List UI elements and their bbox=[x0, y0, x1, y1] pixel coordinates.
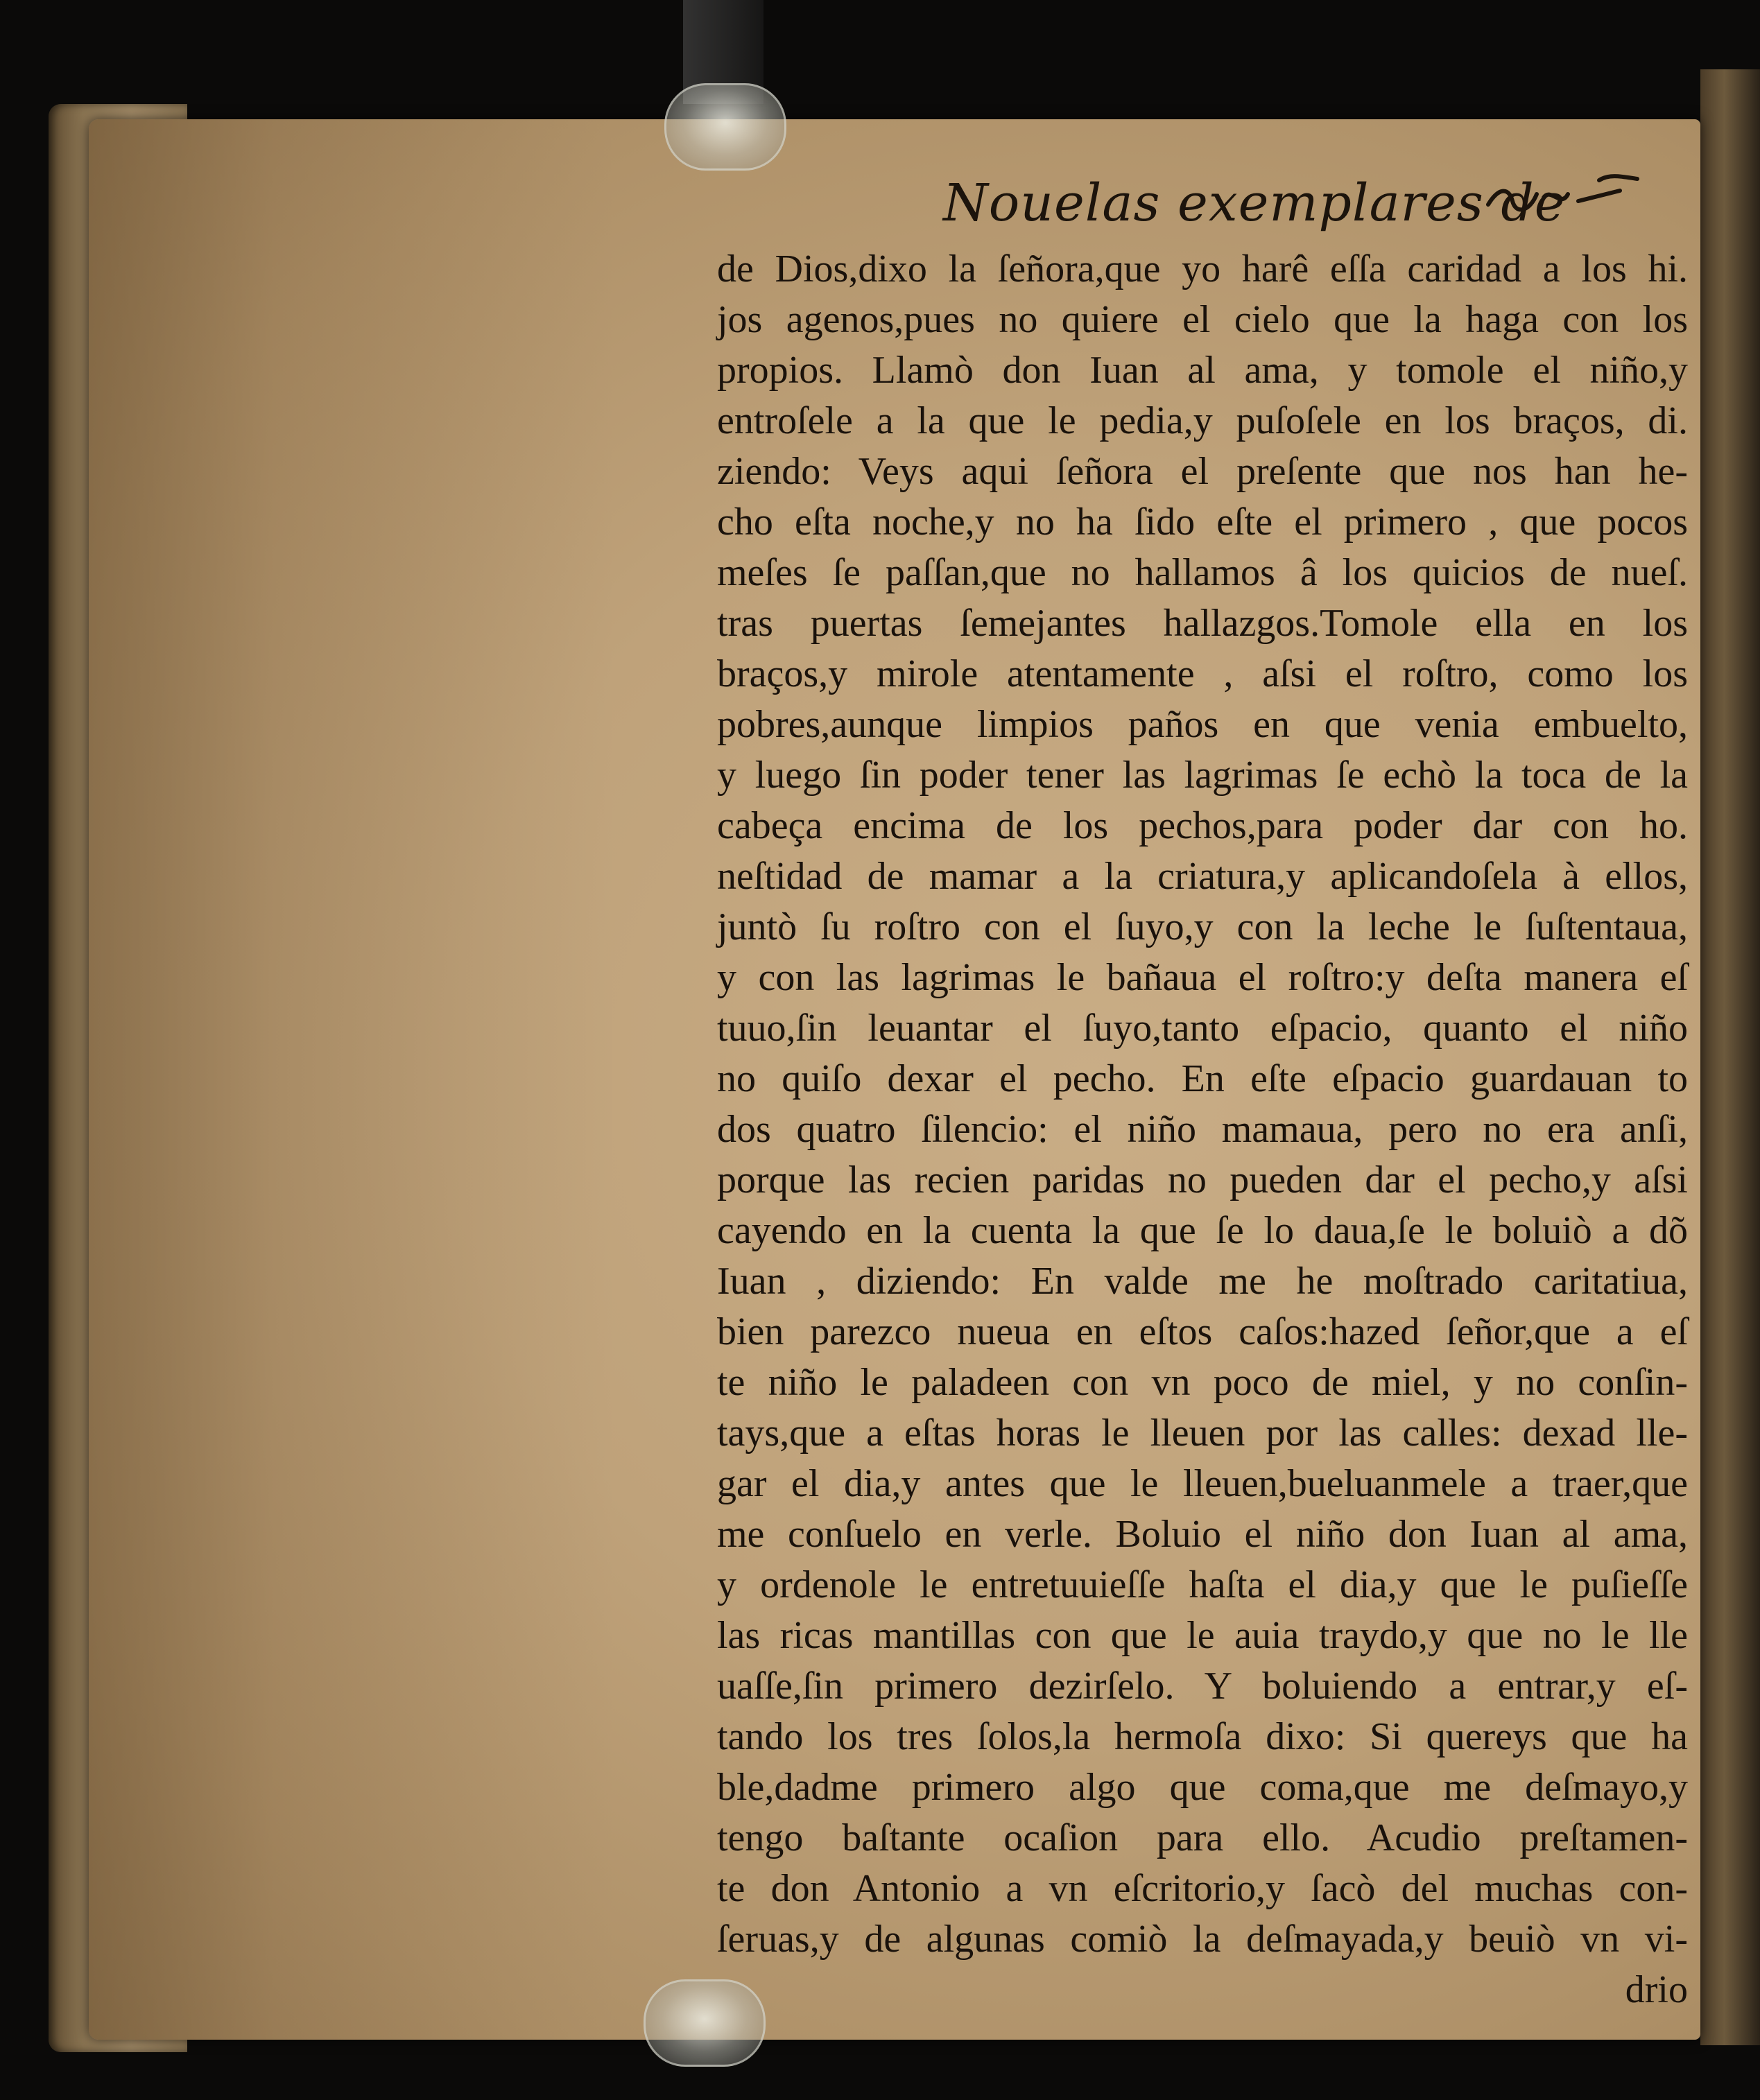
text-line: ble,dadme primero algo que coma,que me deſmayo,y bbox=[717, 1766, 1688, 1809]
text-line: neſtidad de mamar a la criatura,y aplicandoſela à ellos, bbox=[717, 855, 1688, 898]
text-line: ziendo: Veys aqui ſeñora el preſente que nos han he- bbox=[717, 450, 1688, 493]
handwritten-annotation-icon bbox=[1481, 166, 1648, 222]
text-line: tengo baſtante ocaſion para ello. Acudio preſtamen- bbox=[717, 1816, 1688, 1859]
page-body-text bbox=[717, 244, 1688, 2015]
text-line: de Dios,dixo la ſeñora,que yo harê eſſa caridad a los hi. bbox=[717, 248, 1688, 290]
text-line: uaſſe,ſin primero dezirſelo. Y boluiendo a entrar,y eſ- bbox=[717, 1665, 1688, 1708]
text-line: y con las lagrimas le bañaua el roſtro:y deſta manera eſ bbox=[717, 956, 1688, 999]
text-line: braços,y mirole atentamente , aſsi el roſtro, como los bbox=[717, 652, 1688, 695]
running-header: Nouelas exemplares de bbox=[943, 173, 1566, 233]
text-line: las ricas mantillas con que le auia traydo,y que no le lle bbox=[717, 1614, 1688, 1657]
text-line: tuuo,ſin leuantar el ſuyo,tanto eſpacio, quanto el niño bbox=[717, 1007, 1688, 1050]
text-line: meſes ſe paſſan,que no hallamos â los quicios de nueſ. bbox=[717, 551, 1688, 594]
text-line: bien parezco nueua en eſtos caſos:hazed ſeñor,que a eſ bbox=[717, 1310, 1688, 1353]
text-line: no quiſo dexar el pecho. En eſte eſpacio guardauan to bbox=[717, 1057, 1688, 1100]
text-line: porque las recien paridas no pueden dar el pecho,y aſsi bbox=[717, 1159, 1688, 1201]
text-line: me conſuelo en verle. Boluio el niño don Iuan al ama, bbox=[717, 1513, 1688, 1556]
text-line: tras puertas ſemejantes hallazgos.Tomole ella en los bbox=[717, 602, 1688, 645]
facing-page-edge bbox=[1700, 69, 1760, 2045]
text-line: te don Antonio a vn eſcritorio,y ſacò del muchas con- bbox=[717, 1867, 1688, 1910]
text-line: cayendo en la cuenta la que ſe lo daua,ſe le boluiò a dõ bbox=[717, 1209, 1688, 1252]
text-line: tays,que a eſtas horas le lleuen por las calles: dexad lle- bbox=[717, 1412, 1688, 1455]
text-line: te niño le paladeen con vn poco de miel, y no conſin- bbox=[717, 1361, 1688, 1404]
text-line: tando los tres ſolos,la hermoſa dixo: Si quereys que ha bbox=[717, 1715, 1688, 1758]
text-line: y luego ſin poder tener las lagrimas ſe echò la toca de la bbox=[717, 754, 1688, 797]
text-line: pobres,aunque limpios paños en que venia embuelto, bbox=[717, 703, 1688, 746]
text-line: dos quatro ſilencio: el niño mamaua, pero no era anſi, bbox=[717, 1108, 1688, 1151]
text-line: cho eſta noche,y no ha ſido eſte el primero , que pocos bbox=[717, 501, 1688, 544]
text-line: ſeruas,y de algunas comiò la deſmayada,y beuiò vn vi- bbox=[717, 1918, 1688, 1961]
text-line: cabeça encima de los pechos,para poder dar con ho. bbox=[717, 804, 1688, 847]
top-page-clip bbox=[664, 83, 786, 171]
page-stain-band bbox=[89, 119, 616, 2040]
text-line: juntò ſu roſtro con el ſuyo,y con la leche le ſuſtentaua, bbox=[717, 905, 1688, 948]
text-line: propios. Llamò don Iuan al ama, y tomole el niño,y bbox=[717, 349, 1688, 392]
text-line: jos agenos,pues no quiere el cielo que la haga con los bbox=[717, 298, 1688, 341]
text-line: gar el dia,y antes que le lleuen,bueluanmele a traer,que bbox=[717, 1462, 1688, 1505]
text-line: entroſele a la que le pedia,y puſoſele en los braços, di. bbox=[717, 399, 1688, 442]
catchword: drio bbox=[1625, 1968, 1688, 2011]
text-line: Iuan , diziendo: En valde me he moſtrado caritatiua, bbox=[717, 1260, 1688, 1303]
text-line: y ordenole le entretuuieſſe haſta el dia,y que le puſieſſe bbox=[717, 1563, 1688, 1606]
